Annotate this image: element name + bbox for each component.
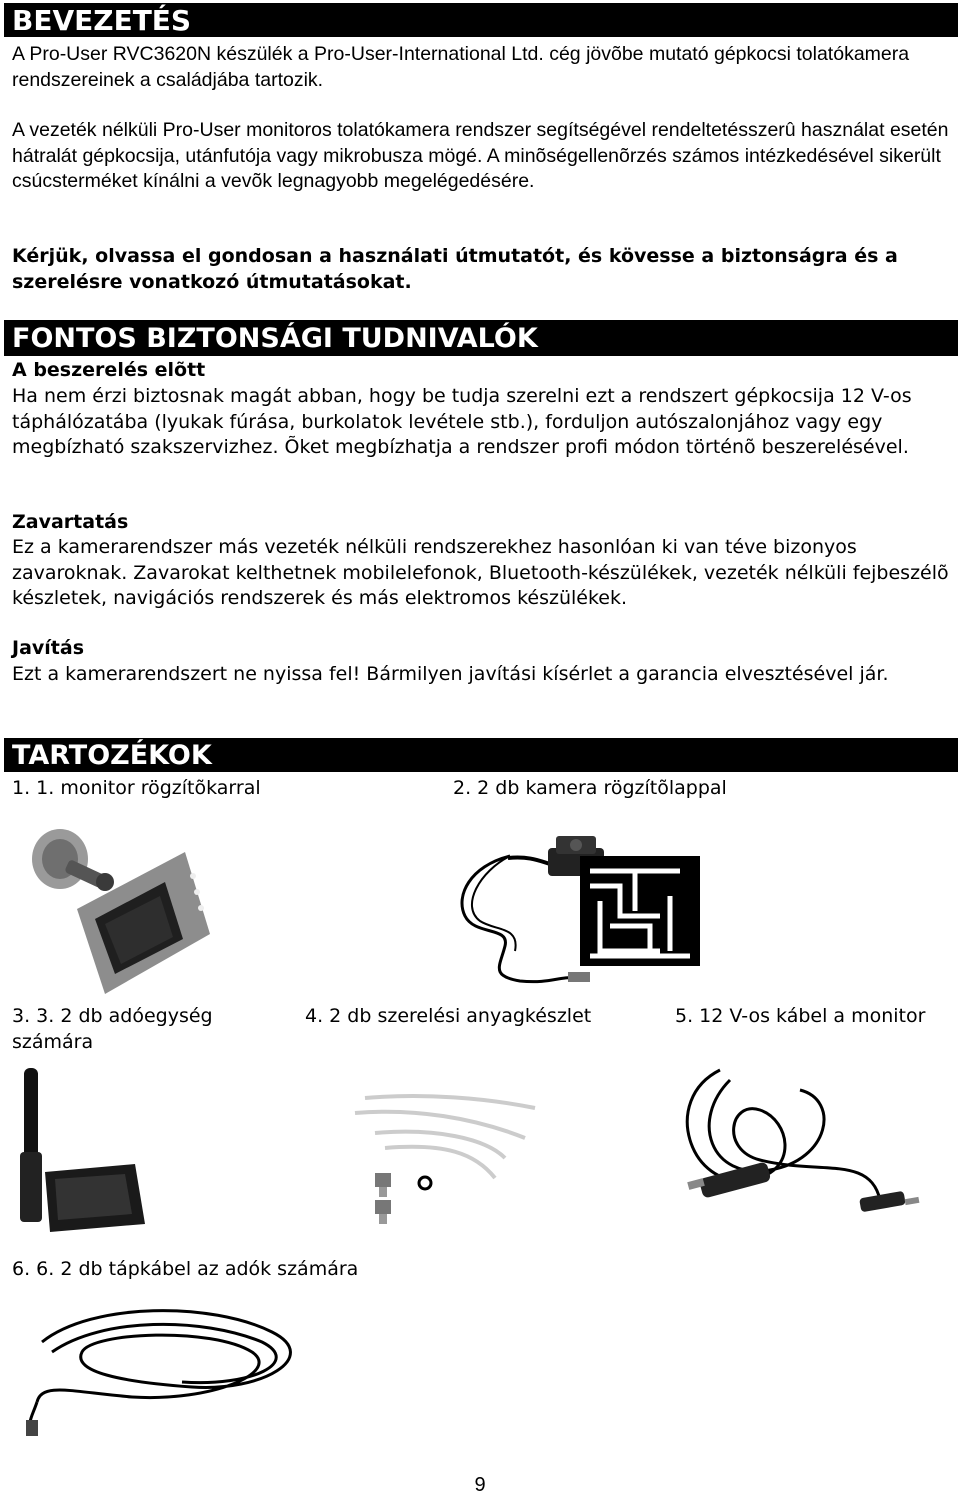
accessory-caption-6: 6. 6. 2 db tápkábel az adók számára (12, 1258, 359, 1280)
safety-text-interference: Ez a kamerarendszer más vezeték nélküli rendszerekhez hasonlóan ki van téve bizonyos zavaroknak. Zavarokat kelthetnek mobilelefonok, Bluetooth-készülékek, vezeték nélküli fejbeszélõ készletek, navigációs rendszerek és más elektromos készülékek. (12, 536, 949, 609)
intro-paragraph-3: Kérjük, olvassa el gondosan a használati útmutatót, és kövesse a biztonságra és a szerelésre vonatkozó útmutatásokat. (12, 245, 898, 293)
monitor-photo (15, 814, 225, 1004)
car-cable-photo (680, 1060, 940, 1240)
accessory-caption-5: 5. 12 V-os kábel a monitor (675, 1005, 926, 1027)
section-heading-safety: FONTOS BIZTONSÁGI TUDNIVALÓK (4, 320, 958, 356)
safety-text-repair: Ezt a kamerarendszert ne nyissa fel! Bármilyen javítási kísérlet a garancia elvesztésével jár. (12, 663, 889, 685)
accessory-caption-1: 1. 1. monitor rögzítõkarral (12, 777, 261, 799)
section-heading-intro: BEVEZETÉS (4, 3, 958, 37)
safety-text-installation: Ha nem érzi biztosnak magát abban, hogy be tudja szerelni ezt a rendszert gépkocsija 12 V-os táphálózatába (lyukak fúrása, burkolatok levétele stb.), forduljon autószalonjához vagy egy megbízható szakszervizhez. Õket megbízhatja a rendszer profi módon történõ beszerelésével. (12, 385, 912, 458)
power-cable-photo (12, 1292, 332, 1442)
accessory-caption-4: 4. 2 db szerelési anyagkészlet (305, 1005, 592, 1027)
intro-paragraph-2: A vezeték nélküli Pro-User monitoros tolatókamera rendszer segítségével rendeltetésszerû használat esetén hátralát gépkocsija, utánfutója vagy mikrobusza mögé. A minõségellenõrzés számos intézkedésével sikerült csúcsterméket kínálni a vevõk legnagyobb megelégedésére. (12, 119, 949, 192)
safety-subheading-repair: Javítás (12, 637, 85, 659)
intro-paragraph-1: A Pro-User RVC3620N készülék a Pro-User-International Ltd. cég jövõbe mutató gépkocsi tolatókamera rendszereinek a családjába tartozik. (12, 43, 910, 91)
accessory-caption-3: 3. 3. 2 db adóegység számára (12, 1005, 213, 1053)
mounting-kit-photo (345, 1078, 545, 1238)
safety-subheading-interference: Zavartatás (12, 511, 129, 533)
accessory-caption-2: 2. 2 db kamera rögzítõlappal (453, 777, 727, 799)
safety-subheading-installation: A beszerelés elõtt (12, 359, 206, 381)
page-number: 9 (474, 1474, 486, 1496)
camera-photo (450, 826, 770, 1006)
section-heading-accessories: TARTOZÉKOK (4, 738, 958, 772)
transmitter-photo (10, 1064, 150, 1234)
